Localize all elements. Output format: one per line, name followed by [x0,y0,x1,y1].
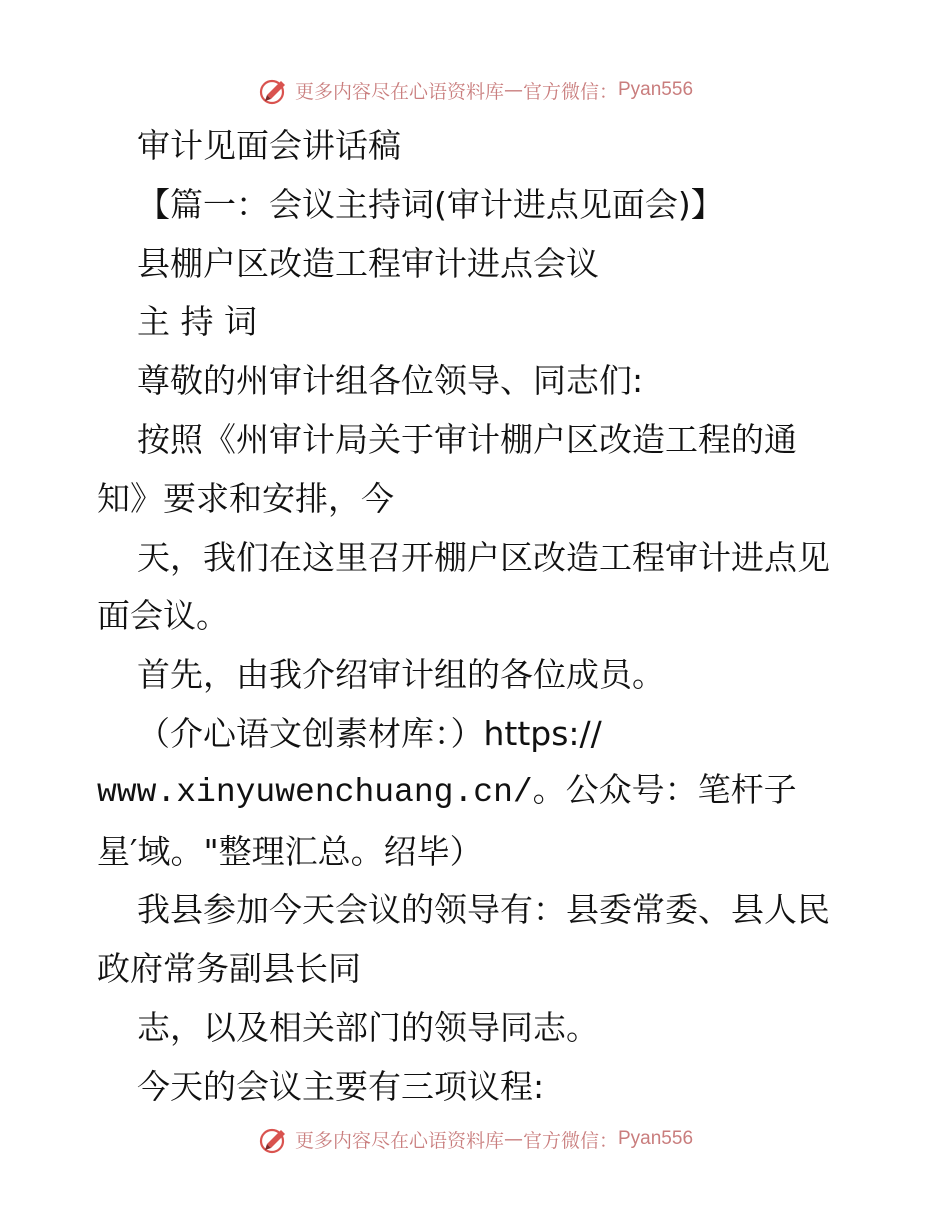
paragraph-line: 知》要求和安排，今 [97,479,394,518]
watermark-account-id: Pyan556 [618,1128,694,1149]
doc-title: 审计见面会讲话稿 [137,126,401,165]
paragraph-line: 今天的会议主要有三项议程: [137,1067,545,1106]
paragraph-line: 首先，由我介绍审计组的各位成员。 [137,655,665,694]
host-speech-label: 主 持 词 [137,302,257,341]
section-heading: 【篇一：会议主持词(审计进点见面会)】 [137,185,724,224]
salutation: 尊敬的州审计组各位领导、同志们: [137,361,644,400]
watermark-brand: 更多内容尽在心语资料库 [294,1129,504,1152]
paragraph-line: 政府常务副县长同 [97,949,361,988]
watermark-footer [0,1122,950,1156]
watermark-header [0,73,950,107]
paragraph-line: （介心语文创素材库：）https:// [137,714,602,753]
paragraph-line: 面会议。 [97,596,229,635]
paragraph-line: 星′域。"整理汇总。绍毕） [97,832,483,871]
meeting-title: 县棚户区改造工程审计进点会议 [137,244,599,283]
paragraph-line: 志，以及相关部门的领导同志。 [137,1008,599,1047]
watermark-official-label: 官方微信： [522,80,618,103]
watermark-separator: — [503,79,523,101]
watermark-separator: — [503,1128,523,1150]
paragraph-line: 天，我们在这里召开棚户区改造工程审计进点见 [137,538,830,577]
paragraph-line: 我县参加今天会议的领导有：县委常委、县人民 [137,890,830,929]
watermark-account-id: Pyan556 [618,79,694,100]
pen-circle-logo-icon [257,73,291,107]
watermark-official-label: 官方微信： [522,1129,618,1152]
paragraph-line-url: www.xinyuwenchuang.cn/。公众号：笔杆子 [97,774,797,811]
watermark-brand: 更多内容尽在心语资料库 [294,80,504,103]
paragraph-line: 按照《州审计局关于审计棚户区改造工程的通 [137,420,797,459]
pen-circle-logo-icon [257,1122,291,1156]
